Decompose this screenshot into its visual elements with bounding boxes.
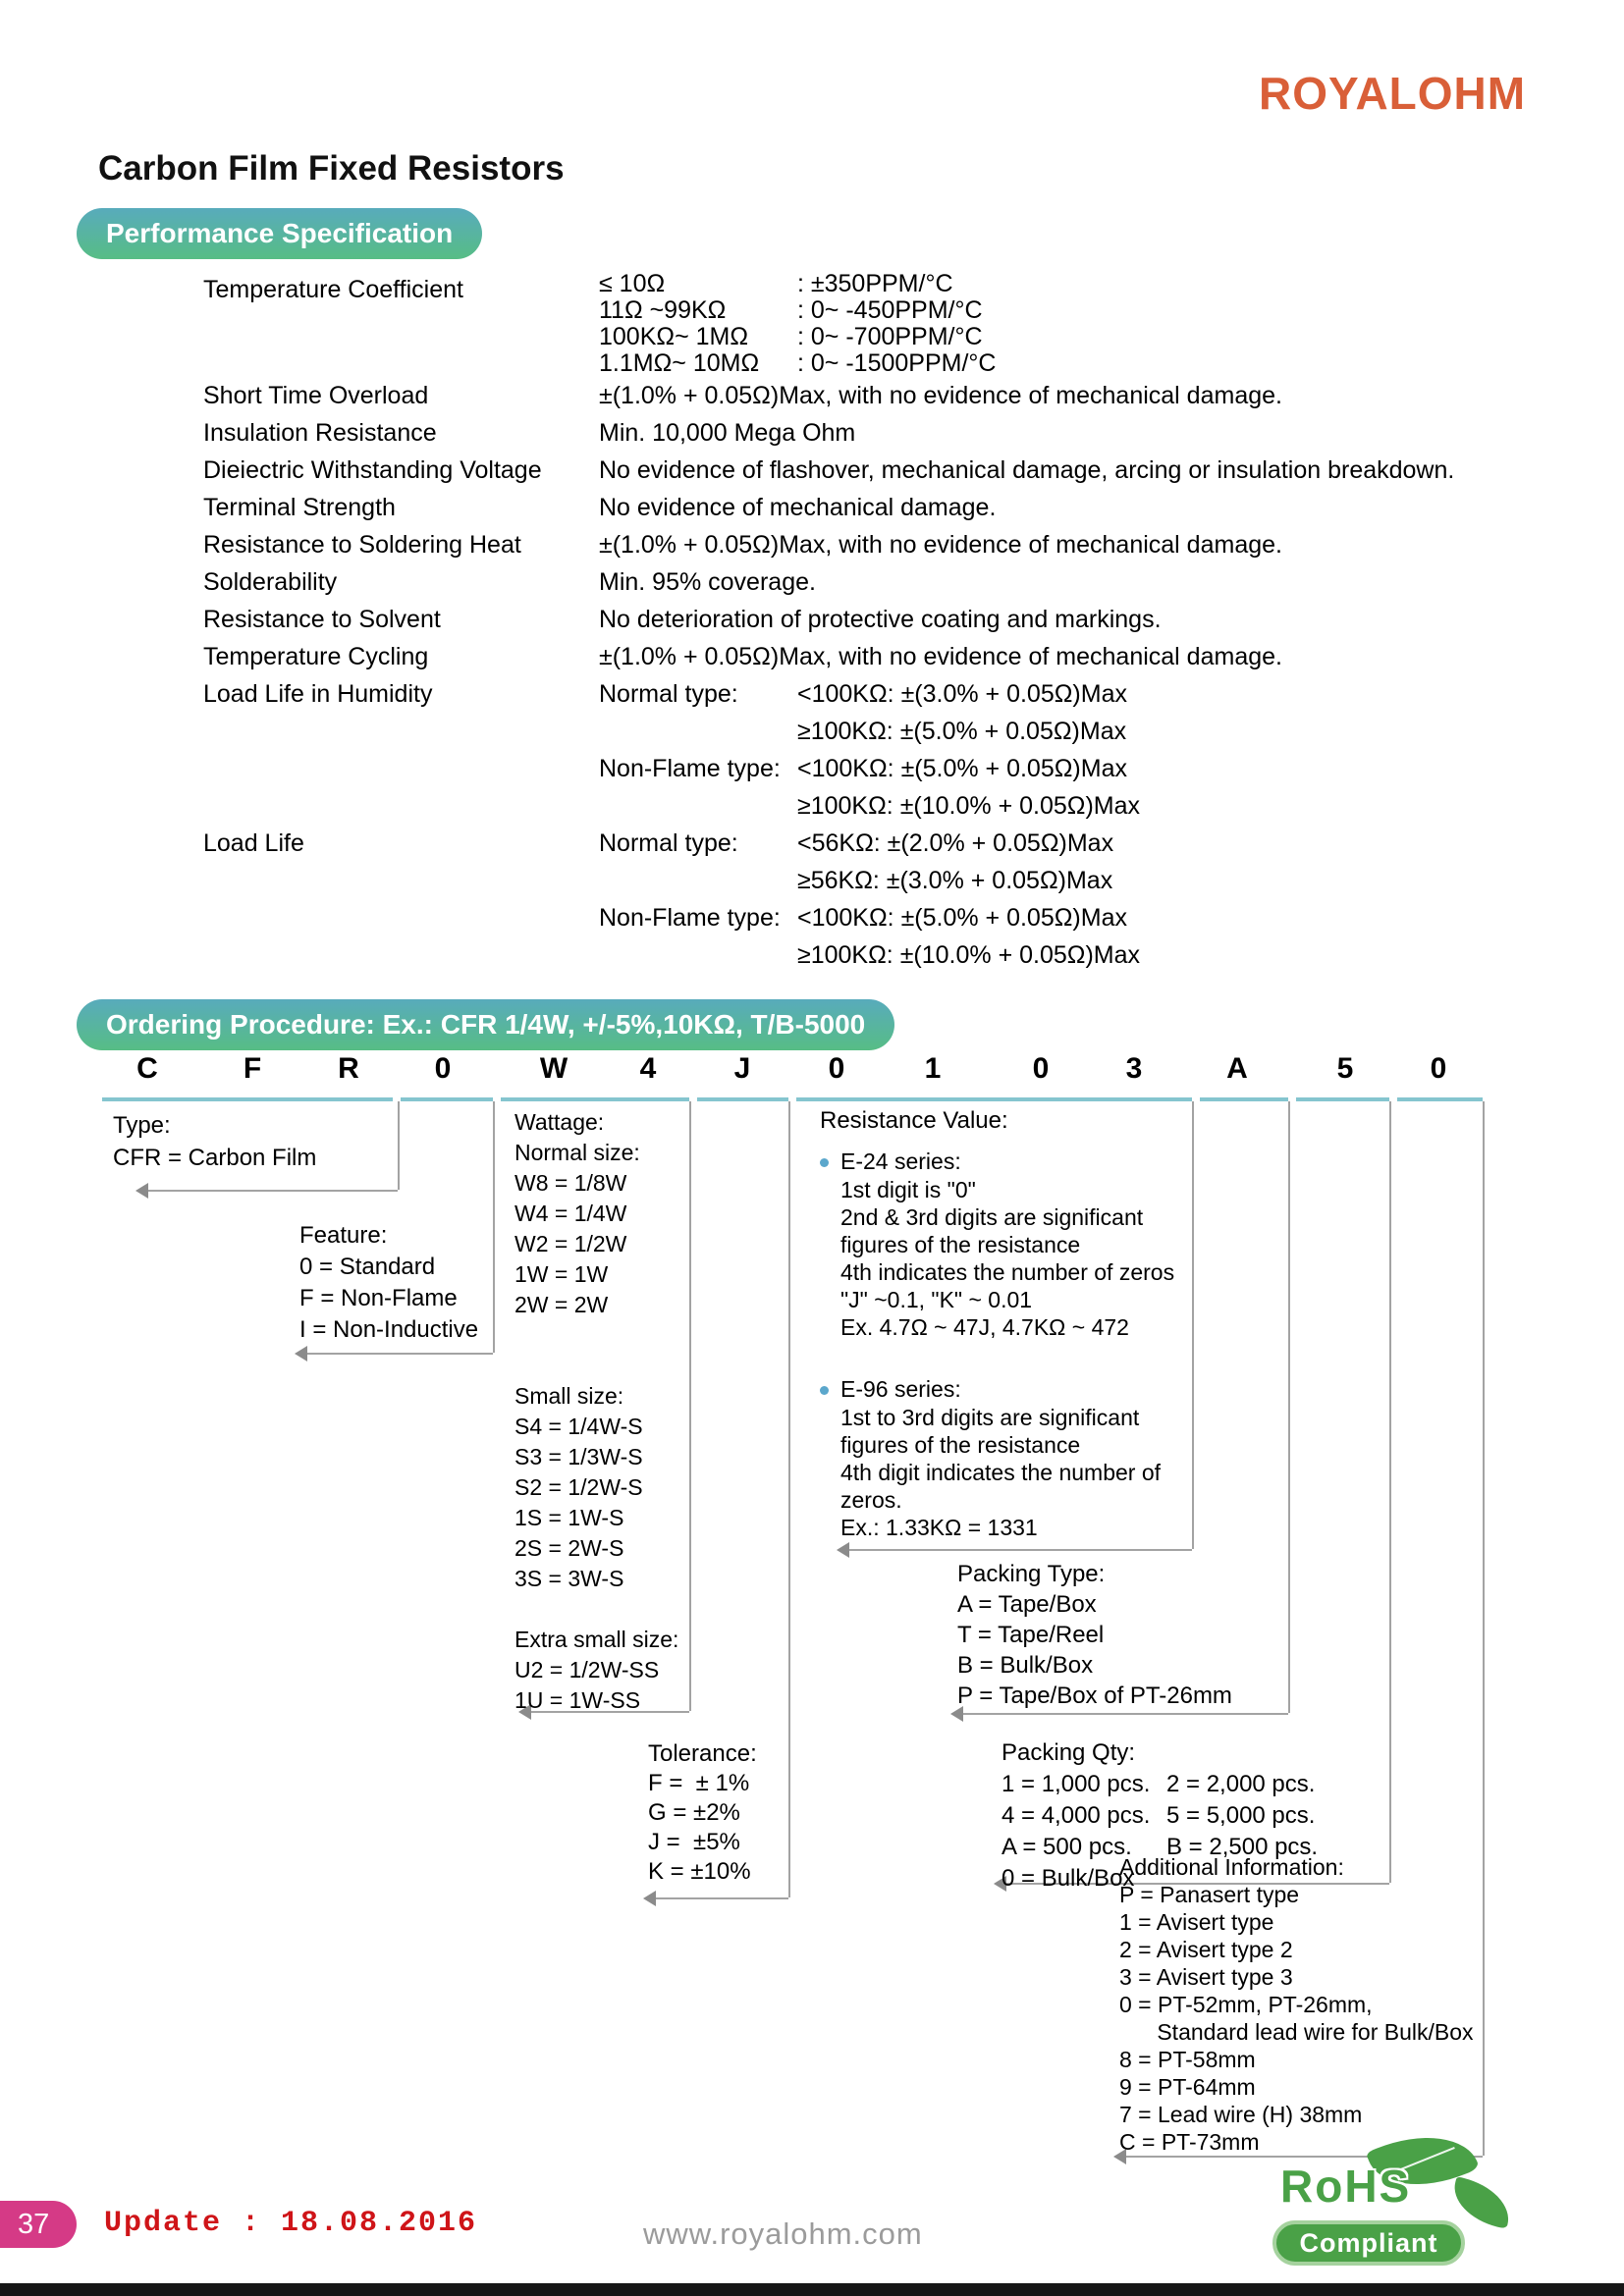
underline-segment-packing-type: [1200, 1097, 1288, 1101]
spec-row-resistance-to-solvent: [203, 601, 1578, 638]
list-line: P = Panasert type: [1119, 1882, 1300, 1907]
wattage-group: [514, 1107, 678, 1716]
list-line: [514, 1351, 678, 1381]
list-line: No deterioration of protective coating and markings.: [599, 606, 1162, 633]
performance-spec-table: [203, 271, 1578, 974]
arrow-feature: [307, 1353, 493, 1355]
leaf-icon: [1447, 2176, 1516, 2229]
list-cell: : 0~ -450PPM/°C: [797, 296, 983, 324]
list-line: [514, 1320, 678, 1351]
list-line: F = ± 1%: [648, 1770, 750, 1796]
spec-label: Terminal Strength: [203, 494, 396, 521]
packing-qty-title: Packing Qty:: [1001, 1739, 1136, 1766]
list-cell: B = 2,500 pcs.: [1166, 1834, 1319, 1860]
code-char: F: [243, 1052, 262, 1085]
website-url: www.royalohm.com: [643, 2216, 923, 2251]
rohs-compliant-pill: Compliant: [1272, 2220, 1465, 2266]
list-cell: 1 = 1,000 pcs.: [1001, 1771, 1151, 1797]
list-cell: ≤ 10Ω: [599, 270, 666, 297]
packing-type-group: [957, 1559, 1232, 1711]
list-line: 3 = Avisert type 3: [1119, 1964, 1293, 1990]
list-line: Min. 95% coverage.: [599, 568, 816, 596]
underline-segment-packing-qty: [1296, 1097, 1389, 1101]
list-line: [599, 675, 1578, 713]
e96-series-lines: [840, 1404, 1233, 1541]
connector-line-packing-qty: [1389, 1101, 1391, 1883]
list-line: S4 = 1/4W-S: [514, 1414, 643, 1439]
underline-segment-wattage: [501, 1097, 689, 1101]
spec-value: [599, 377, 1578, 414]
list-line: zeros.: [840, 1487, 902, 1513]
code-char: A: [1226, 1052, 1248, 1085]
list-line: ±(1.0% + 0.05Ω)Max, with no evidence of mechanical damage.: [599, 531, 1282, 559]
list-line: 0 = PT-52mm, PT-26mm,: [1119, 1992, 1373, 2017]
underline-segment-additional: [1397, 1097, 1483, 1101]
spec-row-resistance-to-soldering-heat: [203, 526, 1578, 563]
e24-series-section: [840, 1147, 1233, 1341]
list-line: 8 = PT-58mm: [1119, 2047, 1256, 2072]
list-cell: 11Ω ~99KΩ: [599, 296, 727, 324]
feature-group: [299, 1220, 478, 1346]
list-line: 7 = Lead wire (H) 38mm: [1119, 2102, 1363, 2127]
spec-value: [599, 638, 1578, 675]
spec-value: [599, 271, 1578, 377]
code-char: 0: [434, 1052, 452, 1085]
spec-label: Temperature Coefficient: [203, 276, 463, 303]
spec-label: Short Time Overload: [203, 382, 429, 409]
tolerance-group: [648, 1739, 757, 1887]
underline-segment-resistance: [796, 1097, 1192, 1101]
bottom-rule: [0, 2283, 1624, 2296]
code-char: 5: [1336, 1052, 1354, 1085]
e96-series-title: E-96 series:: [840, 1374, 1233, 1404]
list-cell: ≥56KΩ: ±(3.0% + 0.05Ω)Max: [797, 867, 1113, 894]
list-line: K = ±10%: [648, 1858, 751, 1885]
resistance-value-header: Resistance Value:: [820, 1107, 1008, 1134]
list-line: 2 = Avisert type 2: [1119, 1937, 1293, 1962]
list-line: ±(1.0% + 0.05Ω)Max, with no evidence of mechanical damage.: [599, 382, 1282, 409]
list-line: [599, 825, 1578, 862]
connector-line-tolerance: [788, 1101, 790, 1897]
royalohm-logo: ROYALOHM: [1259, 68, 1527, 119]
list-line: figures of the resistance: [840, 1232, 1081, 1257]
list-line: C = PT-73mm: [1119, 2129, 1260, 2155]
e96-series-section: [840, 1374, 1233, 1541]
list-line: Small size:: [514, 1383, 624, 1409]
spec-value: [599, 489, 1578, 526]
list-cell: [599, 713, 797, 750]
connector-line-additional: [1483, 1101, 1485, 2156]
page-title: Carbon Film Fixed Resistors: [98, 149, 565, 187]
list-line: Type:: [113, 1112, 171, 1139]
list-line: 1U = 1W-SS: [514, 1687, 641, 1713]
list-line: [599, 862, 1578, 899]
list-line: G = ±2%: [648, 1799, 740, 1826]
list-cell: Normal type:: [599, 680, 738, 708]
list-cell: 5 = 5,000 pcs.: [1166, 1802, 1316, 1829]
list-cell: A = 500 pcs.: [1001, 1834, 1132, 1860]
spec-value: [599, 526, 1578, 563]
list-cell: Non-Flame type:: [599, 904, 781, 932]
code-char: W: [539, 1052, 568, 1085]
list-line: Packing Type:: [957, 1561, 1106, 1587]
list-line: ±(1.0% + 0.05Ω)Max, with no evidence of mechanical damage.: [599, 643, 1282, 670]
spec-row-temperature-cycling: [203, 638, 1578, 675]
list-line: S3 = 1/3W-S: [514, 1444, 643, 1469]
list-line: J = ±5%: [648, 1829, 740, 1855]
list-cell: ≥100KΩ: ±(5.0% + 0.05Ω)Max: [797, 718, 1127, 745]
spec-row-load-life-in-humidity: [203, 675, 1578, 825]
list-cell: <100KΩ: ±(3.0% + 0.05Ω)Max: [797, 680, 1127, 708]
list-cell: : 0~ -1500PPM/°C: [797, 349, 997, 377]
list-line: [1001, 1800, 1318, 1832]
list-cell: : 0~ -700PPM/°C: [797, 323, 983, 350]
list-line: No evidence of flashover, mechanical damage, arcing or insulation breakdown.: [599, 456, 1455, 484]
code-char: 1: [924, 1052, 942, 1085]
connector-line-wattage: [689, 1101, 691, 1711]
spec-value: [599, 601, 1578, 638]
list-line: 1S = 1W-S: [514, 1505, 624, 1530]
code-char: 0: [1032, 1052, 1050, 1085]
list-line: 2W = 2W: [514, 1292, 609, 1317]
spec-value: [599, 675, 1578, 825]
list-line: 4th digit indicates the number of: [840, 1460, 1162, 1485]
list-cell: 0 = Bulk/Box: [1001, 1865, 1135, 1892]
list-line: B = Bulk/Box: [957, 1652, 1094, 1679]
additional-information-group: [1119, 1853, 1474, 2156]
list-line: 0 = Standard: [299, 1254, 436, 1280]
update-date: Update : 18.08.2016: [104, 2207, 478, 2240]
list-cell: [599, 787, 797, 825]
spec-label: Load Life: [203, 829, 304, 857]
list-line: 3S = 3W-S: [514, 1566, 624, 1591]
arrow-packing-type: [963, 1713, 1288, 1715]
ordering-procedure-banner: Ordering Procedure: Ex.: CFR 1/4W, +/-5%,10KΩ, T/B-5000: [77, 999, 894, 1050]
list-line: T = Tape/Reel: [957, 1622, 1105, 1648]
list-line: 4th indicates the number of zeros: [840, 1259, 1175, 1285]
list-line: [599, 936, 1578, 974]
e24-series-lines: [840, 1176, 1233, 1341]
list-line: P = Tape/Box of PT-26mm: [957, 1682, 1232, 1709]
spec-label: Load Life in Humidity: [203, 680, 433, 708]
list-line: F = Non-Flame: [299, 1285, 458, 1311]
list-cell: Normal type:: [599, 829, 738, 857]
list-line: CFR = Carbon Film: [113, 1145, 317, 1171]
list-cell: 4 = 4,000 pcs.: [1001, 1802, 1151, 1829]
underline-segment-type: [102, 1097, 393, 1101]
list-cell: ≥100KΩ: ±(10.0% + 0.05Ω)Max: [797, 792, 1141, 820]
list-line: W8 = 1/8W: [514, 1170, 627, 1196]
list-cell: <100KΩ: ±(5.0% + 0.05Ω)Max: [797, 755, 1127, 782]
list-cell: : ±350PPM/°C: [797, 270, 953, 297]
list-line: Min. 10,000 Mega Ohm: [599, 419, 856, 447]
spec-row-insulation-resistance: [203, 414, 1578, 452]
spec-label: Dieiectric Withstanding Voltage: [203, 456, 542, 484]
list-line: 2S = 2W-S: [514, 1535, 624, 1561]
list-cell: <100KΩ: ±(5.0% + 0.05Ω)Max: [797, 904, 1127, 932]
list-cell: 1.1MΩ~ 10MΩ: [599, 349, 760, 377]
spec-label: Solderability: [203, 568, 338, 596]
list-cell: <56KΩ: ±(2.0% + 0.05Ω)Max: [797, 829, 1114, 857]
list-line: U2 = 1/2W-SS: [514, 1657, 660, 1682]
list-line: I = Non-Inductive: [299, 1316, 479, 1343]
list-line: 1st digit is "0": [840, 1177, 976, 1202]
list-line: 1st to 3rd digits are significant: [840, 1405, 1140, 1430]
spec-row-load-life: [203, 825, 1578, 974]
list-line: [599, 350, 1578, 377]
list-line: Feature:: [299, 1222, 388, 1249]
arrow-type: [148, 1190, 398, 1192]
spec-label: Resistance to Soldering Heat: [203, 531, 521, 559]
list-line: figures of the resistance: [840, 1432, 1081, 1458]
list-line: [599, 750, 1578, 787]
list-line: Extra small size:: [514, 1627, 679, 1652]
spec-row-solderability: [203, 563, 1578, 601]
list-line: S2 = 1/2W-S: [514, 1474, 643, 1500]
connector-line-packing-type: [1288, 1101, 1290, 1713]
arrow-resistance: [849, 1549, 1192, 1551]
list-line: 2nd & 3rd digits are significant: [840, 1204, 1144, 1230]
list-line: [599, 271, 1578, 297]
performance-specification-banner: Performance Specification: [77, 208, 482, 259]
code-char: 4: [639, 1052, 657, 1085]
spec-row-temperature-coefficient: [203, 271, 1578, 377]
spec-row-short-time-overload: [203, 377, 1578, 414]
page-number-badge: 37: [0, 2201, 77, 2248]
code-char: 0: [828, 1052, 845, 1085]
list-line: [599, 297, 1578, 324]
list-line: Normal size:: [514, 1140, 640, 1165]
list-line: Wattage:: [514, 1109, 605, 1135]
spec-value: [599, 414, 1578, 452]
spec-value: [599, 452, 1578, 489]
list-line: No evidence of mechanical damage.: [599, 494, 997, 521]
list-line: [599, 899, 1578, 936]
spec-label: Temperature Cycling: [203, 643, 429, 670]
list-line: [599, 713, 1578, 750]
list-cell: [599, 862, 797, 899]
underline-segment-tolerance: [697, 1097, 788, 1101]
list-line: [599, 324, 1578, 350]
list-line: Ex. 4.7Ω ~ 47J, 4.7KΩ ~ 472: [840, 1314, 1129, 1340]
list-line: A = Tape/Box: [957, 1591, 1097, 1618]
underline-segment-feature: [401, 1097, 493, 1101]
code-char: R: [338, 1052, 359, 1085]
list-line: Ex.: 1.33KΩ = 1331: [840, 1515, 1038, 1540]
list-line: "J" ~0.1, "K" ~ 0.01: [840, 1287, 1033, 1312]
connector-line-feature: [493, 1101, 495, 1353]
list-line: W4 = 1/4W: [514, 1201, 627, 1226]
list-cell: [599, 936, 797, 974]
code-char: J: [733, 1052, 751, 1085]
code-char: 3: [1125, 1052, 1143, 1085]
rohs-text: RoHS: [1280, 2161, 1412, 2212]
list-cell: 2 = 2,000 pcs.: [1166, 1771, 1316, 1797]
list-line: [599, 787, 1578, 825]
list-line: [1001, 1769, 1318, 1800]
e24-series-title: E-24 series:: [840, 1147, 1233, 1176]
connector-line-type: [398, 1101, 400, 1190]
list-cell: 100KΩ~ 1MΩ: [599, 323, 749, 350]
list-cell: Non-Flame type:: [599, 755, 781, 782]
list-line: Tolerance:: [648, 1740, 757, 1767]
list-line: 1 = Avisert type: [1119, 1909, 1274, 1935]
spec-label: Insulation Resistance: [203, 419, 437, 447]
type-group: [113, 1109, 316, 1174]
list-line: [514, 1594, 678, 1625]
arrow-tolerance: [656, 1897, 788, 1899]
spec-value: [599, 563, 1578, 601]
list-line: 1W = 1W: [514, 1261, 609, 1287]
spec-value: [599, 825, 1578, 974]
list-line: Additional Information:: [1119, 1854, 1344, 1880]
list-line: W2 = 1/2W: [514, 1231, 627, 1256]
list-line: 9 = PT-64mm: [1119, 2074, 1256, 2100]
spec-label: Resistance to Solvent: [203, 606, 441, 633]
spec-row-dielectric-withstanding-voltage: [203, 452, 1578, 489]
list-line: Standard lead wire for Bulk/Box: [1119, 2019, 1474, 2045]
code-char: C: [136, 1052, 158, 1085]
rohs-compliant-logo: [1272, 2136, 1498, 2273]
spec-row-terminal-strength: [203, 489, 1578, 526]
list-cell: ≥100KΩ: ±(10.0% + 0.05Ω)Max: [797, 941, 1141, 969]
code-char: 0: [1430, 1052, 1447, 1085]
